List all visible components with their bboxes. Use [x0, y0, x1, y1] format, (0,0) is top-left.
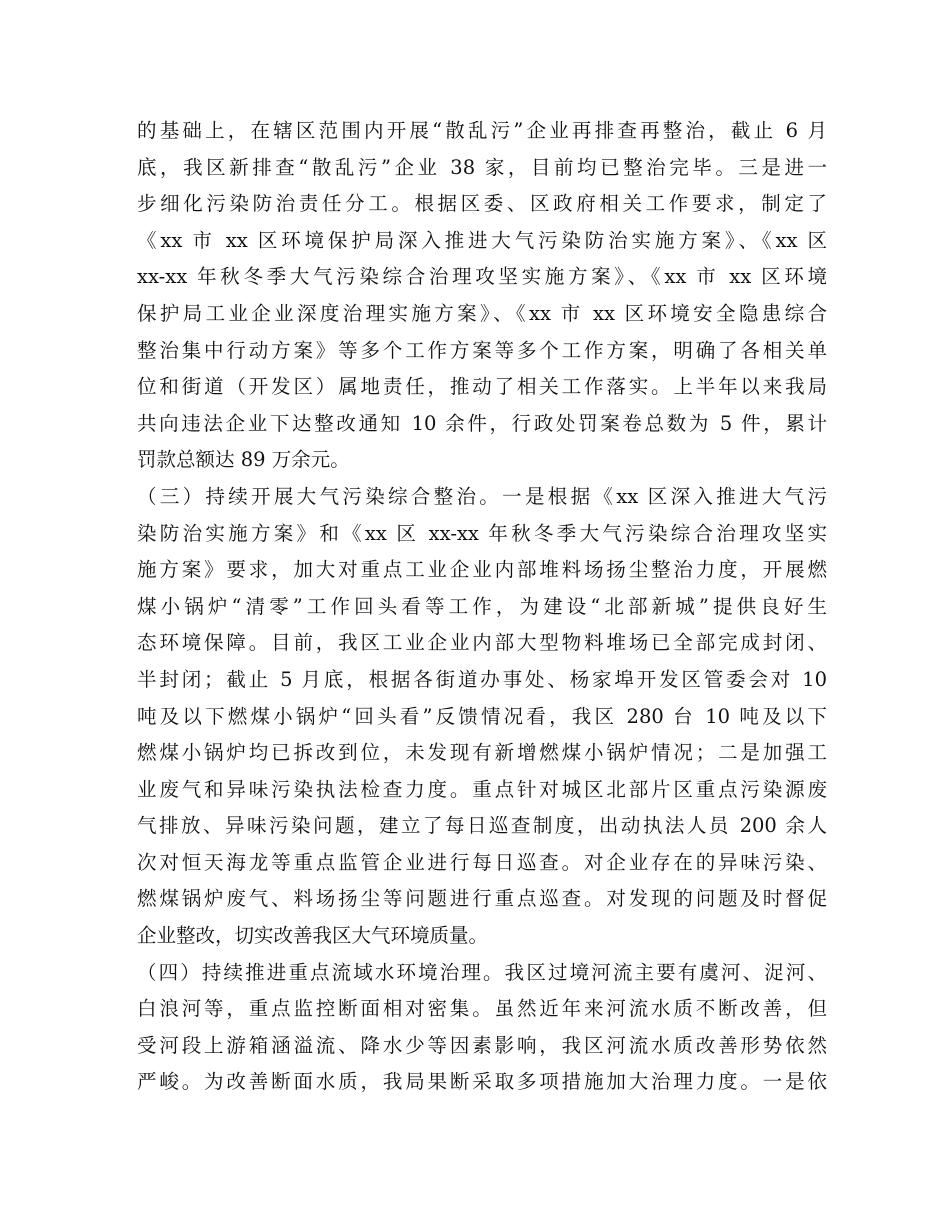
text-line: （三）持续开展大气污染综合整治。一是根据《xx 区深入推进大气污 — [137, 484, 827, 508]
text-line: 严峻。为改善断面水质，我局果断采取多项措施加大治理力度。一是依 — [137, 1070, 827, 1094]
text-line: 施方案》要求，加大对重点工业企业内部堆料场扬尘整治力度，开展燃 — [137, 558, 827, 582]
text-line: 受河段上游箱涵溢流、降水少等因素影响，我区河流水质改善形势依然 — [137, 1033, 827, 1057]
text-line: 保护局工业企业深度治理实施方案》、《xx 市 xx 区环境安全隐患综合 — [137, 301, 827, 325]
text-line: 罚款总额达 89 万余元。 — [137, 448, 350, 472]
text-line: 白浪河等，重点监控断面相对密集。虽然近年来河流水质不断改善，但 — [137, 997, 827, 1021]
text-line: （四）持续推进重点流域水环境治理。我区过境河流主要有虞河、浞河、 — [137, 960, 827, 984]
text-line: 燃煤锅炉废气、料场扬尘等问题进行重点巡查。对发现的问题及时督促 — [137, 887, 827, 911]
text-line: 燃煤小锅炉均已拆改到位，未发现有新增燃煤小锅炉情况；二是加强工 — [137, 741, 827, 765]
text-line: 《xx 市 xx 区环境保护局深入推进大气污染防治实施方案》、《xx 区 — [137, 228, 827, 252]
text-line: 态环境保障。目前，我区工业企业内部大型物料堆场已全部完成封闭、 — [137, 631, 827, 655]
text-line: 次对恒天海龙等重点监管企业进行每日巡查。对企业存在的异味污染、 — [137, 850, 827, 874]
text-line: 步细化污染防治责任分工。根据区委、区政府相关工作要求，制定了 — [137, 192, 827, 216]
text-line: 底，我区新排查“散乱污”企业 38 家，目前均已整治完毕。三是进一 — [137, 155, 827, 179]
text-line: 业废气和异味污染执法检查力度。重点针对城区北部片区重点污染源废 — [137, 777, 827, 801]
text-line: 整治集中行动方案》等多个工作方案等多个工作方案，明确了各相关单 — [137, 338, 827, 362]
text-line: 的基础上，在辖区范围内开展“散乱污”企业再排查再整治，截止 6 月 — [137, 119, 827, 142]
text-line: 吨及以下燃煤小锅炉“回头看”反馈情况看，我区 280 台 10 吨及以下 — [137, 704, 827, 728]
text-line: 位和街道（开发区）属地责任，推动了相关工作落实。上半年以来我局 — [137, 375, 827, 399]
text-line: 共向违法企业下达整改通知 10 余件，行政处罚案卷总数为 5 件，累计 — [137, 411, 827, 435]
document-body — [137, 113, 827, 1101]
text-line: 半封闭；截止 5 月底，根据各街道办事处、杨家埠开发区管委会对 10 — [137, 667, 827, 691]
text-line: 气排放、异味污染问题，建立了每日巡查制度，出动执法人员 200 余人 — [137, 814, 827, 838]
text-line: xx-xx 年秋冬季大气污染综合治理攻坚实施方案》、《xx 市 xx 区环境 — [137, 265, 827, 289]
text-line: 企业整改，切实改善我区大气环境质量。 — [137, 924, 489, 948]
text-line: 煤小锅炉“清零”工作回头看等工作，为建设“北部新城”提供良好生 — [137, 594, 827, 618]
text-line: 染防治实施方案》和《xx 区 xx-xx 年秋冬季大气污染综合治理攻坚实 — [137, 521, 827, 545]
